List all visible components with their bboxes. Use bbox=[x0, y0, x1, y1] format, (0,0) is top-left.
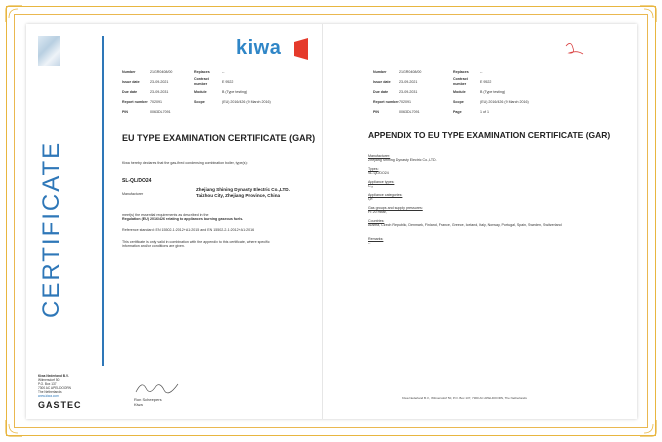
meta-key: Report number bbox=[373, 99, 399, 104]
meta-row bbox=[122, 67, 271, 77]
section-heading: Appliance types: bbox=[368, 180, 395, 184]
manufacturer-label: Manufacturer bbox=[122, 192, 144, 196]
kiwa-logo-mark-icon bbox=[294, 38, 308, 60]
appendix-countries bbox=[368, 219, 608, 228]
appendix-meta-table bbox=[373, 67, 529, 117]
appendix-appliance-categories bbox=[368, 193, 608, 202]
meta-key: Scope bbox=[453, 99, 464, 104]
model-number: SL-QL/DO24 bbox=[122, 178, 152, 184]
meta-value: 702091 bbox=[399, 99, 411, 104]
signer-block bbox=[134, 397, 162, 407]
section-heading: Remarks: bbox=[368, 237, 384, 241]
kiwa-logo-text: kiwa bbox=[236, 37, 282, 59]
meta-key: PIN bbox=[122, 109, 128, 114]
manufacturer-block bbox=[196, 187, 316, 199]
meta-row bbox=[122, 107, 271, 117]
issuer-website[interactable]: www.kiwa.com bbox=[38, 394, 59, 398]
corner-ornament-icon bbox=[4, 4, 24, 24]
section-heading: Countries: bbox=[368, 219, 385, 223]
meta-key: Page bbox=[453, 109, 462, 114]
kiwa-logo bbox=[236, 37, 308, 63]
manufacturer-address: Taizhou City, Zhejiang Province, China bbox=[196, 193, 281, 198]
meta-key: Issue date bbox=[373, 79, 391, 84]
meta-value: 23-09-2021 bbox=[399, 79, 418, 84]
appendix-remarks bbox=[368, 237, 608, 246]
meta-value: 21GR0408/00 bbox=[150, 69, 173, 74]
meta-key: Issue date bbox=[122, 79, 140, 84]
meta-row bbox=[373, 97, 529, 107]
meta-key: Replaces bbox=[194, 69, 210, 74]
meta-row bbox=[122, 77, 271, 87]
corner-ornament-icon bbox=[638, 4, 658, 24]
certificate-title: EU TYPE EXAMINATION CERTIFICATE (GAR) bbox=[122, 133, 316, 143]
meta-key: Number bbox=[122, 69, 136, 74]
section-value: SL-QL/DO24 bbox=[368, 171, 389, 176]
meta-key: Contract number bbox=[453, 77, 468, 86]
appendix-types bbox=[368, 167, 608, 176]
meta-key: Report number bbox=[122, 99, 148, 104]
meta-key: Replaces bbox=[453, 69, 469, 74]
meta-value: 702091 bbox=[150, 99, 162, 104]
meta-key: Contract number bbox=[194, 77, 209, 86]
issuer-city: 7300 AC APELDOORN bbox=[38, 386, 71, 390]
signature-icon bbox=[134, 378, 184, 396]
manufacturer-name: Zhejiang Shining Dynasty Electric Co.,LTD. bbox=[196, 187, 290, 192]
meta-key: Number bbox=[373, 69, 387, 74]
initials-signature-icon bbox=[563, 40, 587, 58]
section-value: H: 20 mbar, bbox=[368, 210, 387, 215]
meta-key: Due date bbox=[122, 89, 138, 94]
meta-value: -- bbox=[480, 69, 483, 74]
meta-value: (EU) 2016/426 (9 March 2016) bbox=[222, 99, 271, 104]
meta-value: (EU) 2016/426 (9 March 2016) bbox=[480, 99, 529, 104]
section-value: I₂ʜ bbox=[368, 197, 373, 202]
meta-value: -- bbox=[222, 69, 225, 74]
section-value: Austria, Czech Republic, Denmark, Finland, France, Greece, Iceland, Italy, Norway, Portugal, Spain, Sweden, Switzerland bbox=[368, 223, 562, 228]
appendix-gas-groups bbox=[368, 206, 608, 215]
appendix-footer: Kiwa Nederland B.V., Wilmersdorf 50, P.O. Box 137, 7300 AC APELDOORN, The Netherlands bbox=[402, 396, 527, 400]
meta-key: Due date bbox=[373, 89, 389, 94]
appendix-manufacturer bbox=[368, 154, 608, 163]
meta-value: 0063DL7091 bbox=[150, 109, 171, 114]
meta-row bbox=[373, 67, 529, 77]
meta-key: Scope bbox=[194, 99, 205, 104]
strip-divider bbox=[102, 36, 104, 366]
meta-key: Module bbox=[194, 89, 207, 94]
meta-row bbox=[373, 77, 529, 87]
validity-line-1: This certificate is only valid in combination with the appendix to this certificate, where specific bbox=[122, 240, 270, 244]
meta-value: E 9522 bbox=[222, 79, 234, 84]
signer-name: Ron Scheepers bbox=[134, 397, 162, 402]
section-value: -- bbox=[368, 241, 371, 246]
regulation-line: Regulation (EU) 2016/426 relating to appliances burning gaseous fuels. bbox=[122, 217, 244, 221]
meta-row bbox=[373, 87, 529, 97]
vertical-certificate-word: CERTIFICATE bbox=[38, 140, 65, 318]
meta-value: 21GR0408/00 bbox=[399, 69, 422, 74]
meta-row bbox=[122, 97, 271, 107]
meta-row bbox=[373, 107, 529, 117]
validity-line-2: information and/or conditions are given. bbox=[122, 244, 185, 248]
meta-value: 0063DL7091 bbox=[399, 109, 420, 114]
meta-value: 23-09-2021 bbox=[150, 79, 169, 84]
corner-ornament-icon bbox=[638, 418, 658, 438]
issuer-address bbox=[38, 374, 118, 398]
meta-key: PIN bbox=[373, 109, 379, 114]
corner-ornament-icon bbox=[4, 418, 24, 438]
issuer-country: The Netherlands bbox=[38, 390, 62, 394]
certificate-intro: Kiwa hereby declares that the gas-fired condensing combination boiler, type(s): bbox=[122, 161, 248, 165]
appendix-appliance-types bbox=[368, 180, 608, 189]
meta-value: B (Type testing) bbox=[222, 89, 248, 94]
meta-value: E 9522 bbox=[480, 79, 492, 84]
certificate-meta-table bbox=[122, 67, 271, 117]
reference-standard: Reference standard: EN 15502-1:2012+A1:2015 and EN 15502-2-1:2012+A1:2016 bbox=[122, 228, 255, 232]
issuer-pobox: P.O. Box 137 bbox=[38, 382, 57, 386]
meta-value: 23-09-2031 bbox=[150, 89, 169, 94]
appendix-title: APPENDIX TO EU TYPE EXAMINATION CERTIFICATE (GAR) bbox=[368, 130, 611, 140]
meta-value: 23-09-2031 bbox=[399, 89, 418, 94]
signer-org: Kiwa bbox=[134, 402, 143, 407]
section-heading: Types: bbox=[368, 167, 379, 171]
section-heading: Appliance categories: bbox=[368, 193, 403, 197]
section-value: C₁₃ bbox=[368, 184, 374, 189]
section-value: Zhejiang Shining Dynasty Electric Co.,LTD. bbox=[368, 158, 437, 163]
requirements-line: meet(s) the essential requirements as described in the bbox=[122, 213, 209, 217]
meta-key: Module bbox=[453, 89, 466, 94]
gastec-logo: GASTEC bbox=[38, 400, 82, 410]
issuer-street: Wilmersdorf 50 bbox=[38, 378, 60, 382]
page-fold-divider bbox=[322, 24, 323, 419]
issuer-name: Kiwa Nederland B.V. bbox=[38, 374, 69, 378]
meta-value: 1 of 1 bbox=[480, 109, 489, 114]
meta-value: B (Type testing) bbox=[480, 89, 506, 94]
section-heading: Manufacturer: bbox=[368, 154, 391, 158]
hologram-icon bbox=[38, 36, 60, 66]
meta-row bbox=[122, 87, 271, 97]
section-heading: Gas groups and supply pressures: bbox=[368, 206, 423, 210]
